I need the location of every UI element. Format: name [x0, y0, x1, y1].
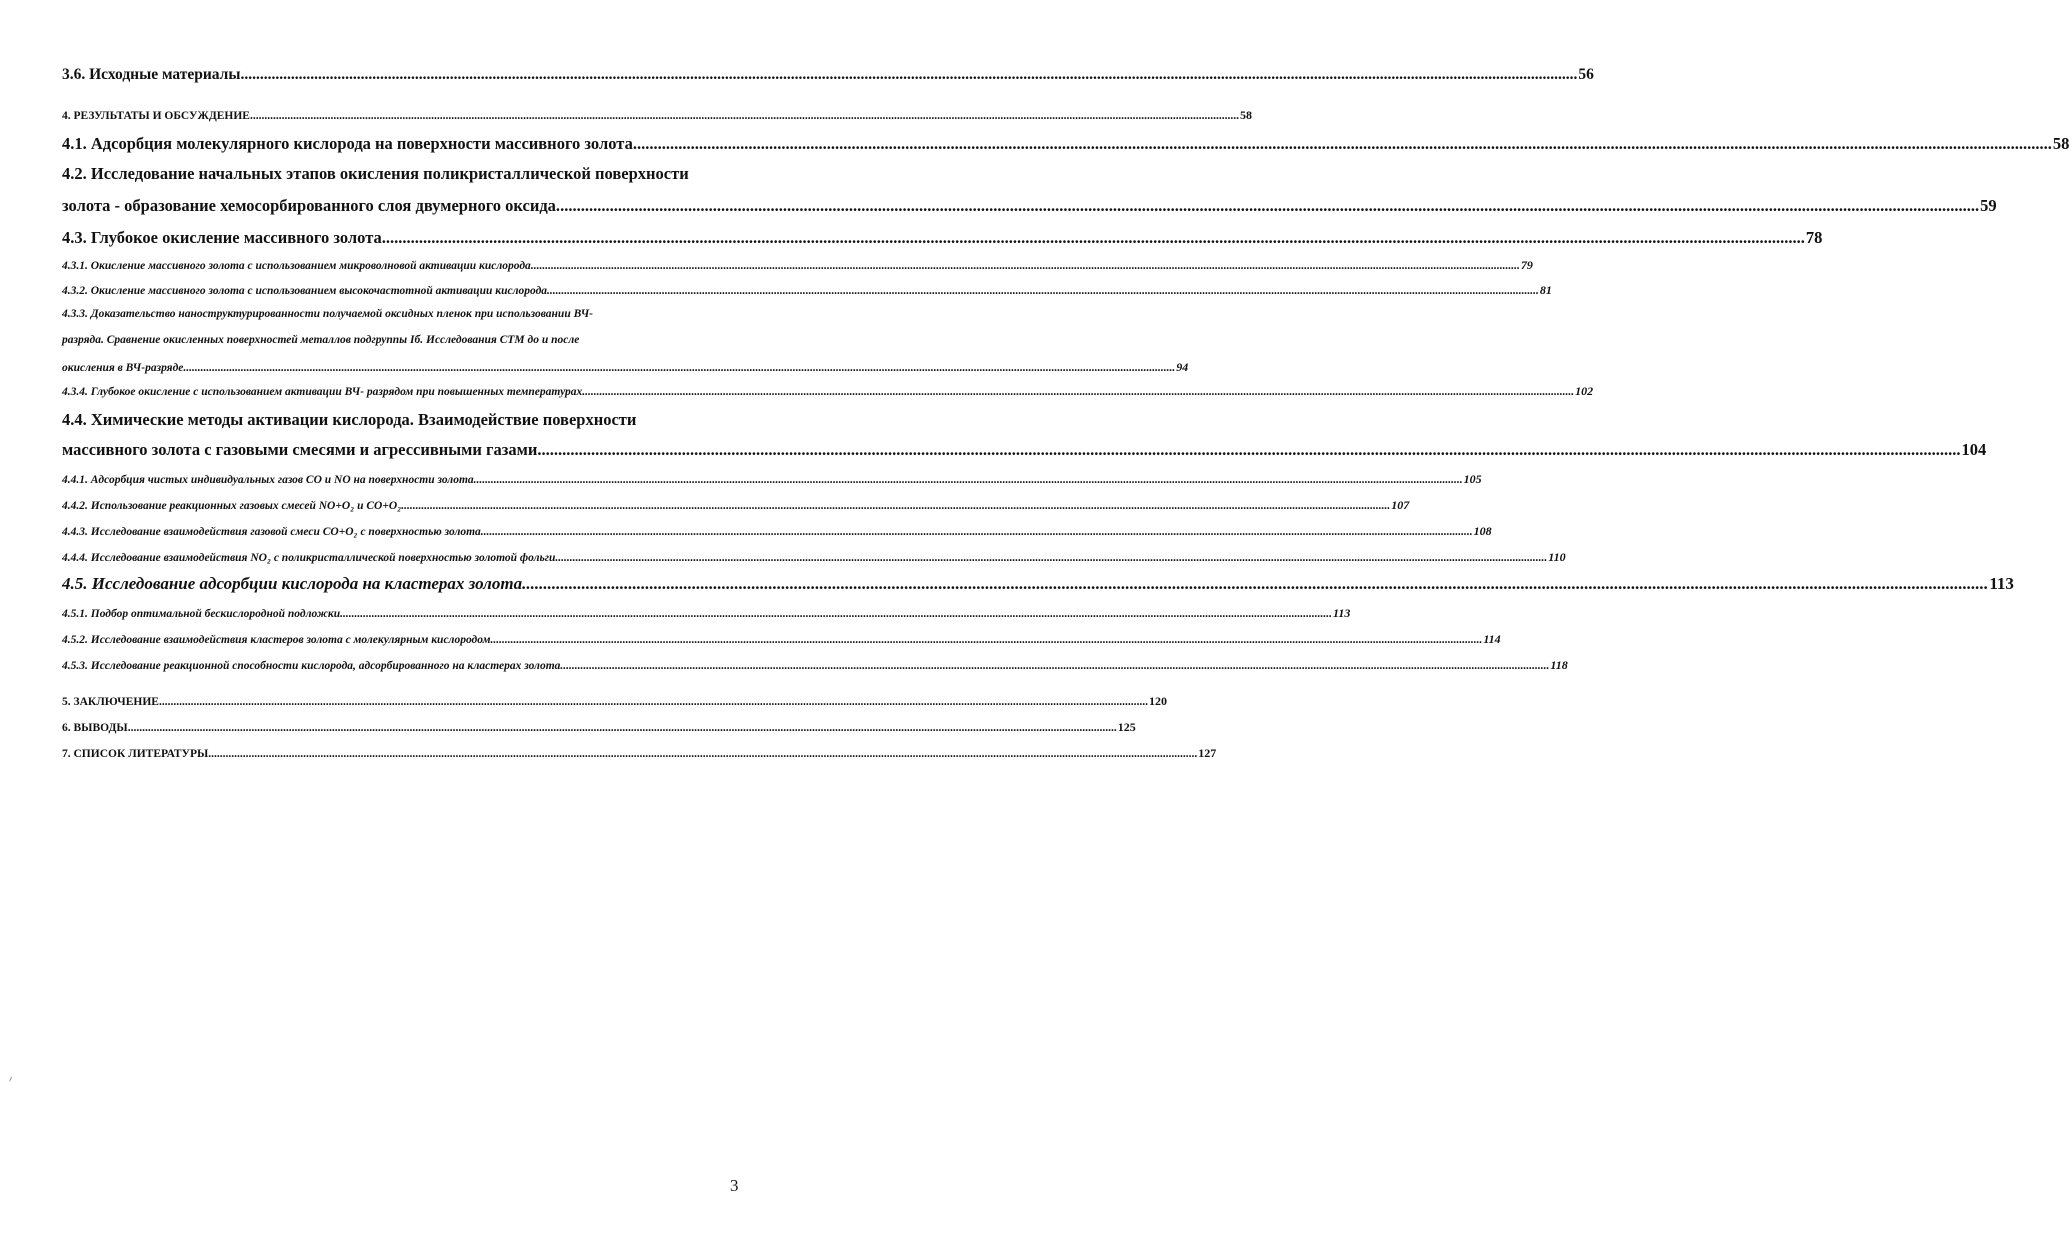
toc-entry-title: золота - образование хемосорбированного слоя двумерного оксида.: [62, 196, 561, 215]
leader-dots: [244, 66, 1577, 84]
toc-entry-title-line: разряда. Сравнение окисленных поверхностей металлов подгруппы Iб. Исследования СТМ до и после: [62, 334, 580, 346]
toc-page-number: 58: [1239, 108, 1252, 122]
toc-entry-title-line: 4.2. Исследование начальных этапов окисления поликристаллической поверхности: [62, 164, 689, 183]
toc-entry-title: 4.4.2. Использование реакционных газовых смесей NO+O₂ и CO+O₂: [62, 500, 402, 512]
leader-dots: [542, 440, 1961, 460]
toc-page-number: 114: [1483, 632, 1501, 646]
toc-page-number: 58: [2052, 134, 2069, 153]
toc-page-number: 120: [1148, 694, 1167, 708]
toc-page-number: 113: [1989, 574, 2014, 593]
toc-entry-4-4-3[interactable]: [62, 524, 1492, 539]
toc-entry-title: 4.4.1. Адсорбция чистых индивидуальных газов CO и NO на поверхности золота: [62, 474, 474, 486]
toc-entry-4-3-2[interactable]: [62, 283, 1552, 298]
toc-entry-4[interactable]: [62, 108, 1252, 123]
toc-page-number: 79: [1520, 258, 1533, 272]
toc-entry-4-4-2[interactable]: [62, 498, 1410, 513]
toc-entry-6[interactable]: [62, 720, 1136, 735]
toc-entry-4-5[interactable]: [62, 574, 2014, 594]
toc-page-number: 102: [1575, 384, 1594, 398]
toc-entry-title: 4.4.3. Исследование взаимодействия газовой смеси CO+O₂ с поверхностью золота.: [62, 526, 484, 538]
leader-dots: [386, 228, 1805, 248]
leader-dots: [558, 552, 1547, 564]
leader-dots: [493, 634, 1482, 646]
toc-entry-5[interactable]: [62, 694, 1167, 709]
leader-dots: [128, 722, 1117, 734]
toc-entry-title: 3.6. Исходные материалы.: [62, 66, 245, 83]
toc-entry-4-3-1[interactable]: [62, 258, 1533, 273]
toc-entry-title: 6. ВЫВОДЫ: [62, 722, 128, 734]
leader-dots: [484, 526, 1473, 538]
toc-entry-4-5-1[interactable]: [62, 606, 1351, 621]
leader-dots: [560, 196, 1979, 216]
toc-entry-3-6[interactable]: [62, 66, 1594, 84]
toc-entry-title-line: 4.3.3. Доказательство наноструктурированности получаемой оксидных пленок при использовании ВЧ-: [62, 308, 593, 320]
leader-dots: [633, 134, 2052, 154]
toc-page-number: 108: [1473, 524, 1492, 538]
toc-page-number: 105: [1463, 472, 1482, 486]
leader-dots: [250, 110, 1239, 122]
toc-entry-title: 4.3.4. Глубокое окисление с использованием активации ВЧ- разрядом при повышенных температурах.: [62, 386, 586, 398]
toc-entry-4-1[interactable]: [62, 134, 2069, 154]
leader-dots: [186, 362, 1175, 374]
toc-page-number: 127: [1198, 746, 1217, 760]
toc-page-number: 56: [1578, 66, 1594, 83]
toc-page-number: 78: [1805, 228, 1823, 247]
toc-entry-4-3-4[interactable]: [62, 384, 1594, 399]
leader-dots: [531, 260, 1520, 272]
toc-entry-title: 5. ЗАКЛЮЧЕНИЕ: [62, 696, 159, 708]
toc-entry-7[interactable]: [62, 746, 1217, 761]
toc-entry-4-5-3[interactable]: [62, 658, 1568, 673]
toc-entry-title: 4.5. Исследование адсорбции кислорода на кластерах золота.: [62, 574, 527, 593]
leader-dots: [526, 574, 1988, 594]
leader-dots: [585, 386, 1574, 398]
leader-dots: [550, 285, 1539, 297]
toc-entry-4-3-3[interactable]: [62, 308, 1189, 375]
leader-dots: [560, 660, 1549, 672]
toc-entry-title: 4.3. Глубокое окисление массивного золота.: [62, 228, 386, 247]
toc-entry-title: массивного золота с газовыми смесями и агрессивными газами.: [62, 440, 542, 459]
scan-mark: [9, 1077, 14, 1083]
leader-dots: [474, 474, 1463, 486]
page-number: 3: [730, 1176, 739, 1195]
leader-dots: [343, 608, 1332, 620]
leader-dots: [208, 748, 1197, 760]
toc-entry-title: 4.5.1. Подбор оптимальной бескислородной подложки.: [62, 608, 343, 620]
toc-entry-4-4[interactable]: [62, 410, 1987, 460]
toc-entry-4-5-2[interactable]: [62, 632, 1501, 647]
leader-dots: [401, 500, 1390, 512]
toc-entry-title: 4.1. Адсорбция молекулярного кислорода на поверхности массивного золота: [62, 134, 633, 153]
toc-page-number: 113: [1333, 606, 1351, 620]
toc-page-number: 118: [1550, 658, 1568, 672]
toc-entry-4-2[interactable]: [62, 164, 1997, 216]
toc-page-number: 94: [1176, 360, 1189, 374]
toc-entry-4-4-1[interactable]: [62, 472, 1482, 487]
toc-entry-title: окисления в ВЧ-разряде.: [62, 362, 187, 374]
toc-entry-4-4-4[interactable]: [62, 550, 1566, 565]
toc-entry-title: 7. СПИСОК ЛИТЕРАТУРЫ: [62, 748, 209, 760]
toc-entry-title: 4.3.1. Окисление массивного золота с использованием микроволновой активации кислорода: [62, 260, 531, 272]
toc-entry-4-3[interactable]: [62, 228, 1823, 248]
toc-entry-title-line: 4.4. Химические методы активации кислорода. Взаимодействие поверхности: [62, 410, 637, 429]
toc-entry-title: 4.3.2. Окисление массивного золота с использованием высокочастотной активации кислорода.: [62, 285, 550, 297]
leader-dots: [159, 696, 1148, 708]
toc-page-number: 125: [1117, 720, 1136, 734]
toc-page-number: 104: [1961, 440, 1987, 459]
toc-page-number: 59: [1980, 196, 1997, 215]
toc-page-number: 110: [1548, 550, 1566, 564]
toc-page-number: 107: [1391, 498, 1410, 512]
toc-entry-title: 4.4.4. Исследование взаимодействия NO₂ с поликристаллической поверхностью золотой фольги.: [62, 552, 559, 564]
toc-page-number: 81: [1539, 283, 1552, 297]
toc-entry-title: 4.5.3. Исследование реакционной способности кислорода, адсорбированного на кластерах золота: [62, 660, 561, 672]
toc-entry-title: 4.5.2. Исследование взаимодействия кластеров золота с молекулярным кислородом.: [62, 634, 494, 646]
toc-entry-title: 4. РЕЗУЛЬТАТЫ И ОБСУЖДЕНИЕ: [62, 110, 250, 122]
